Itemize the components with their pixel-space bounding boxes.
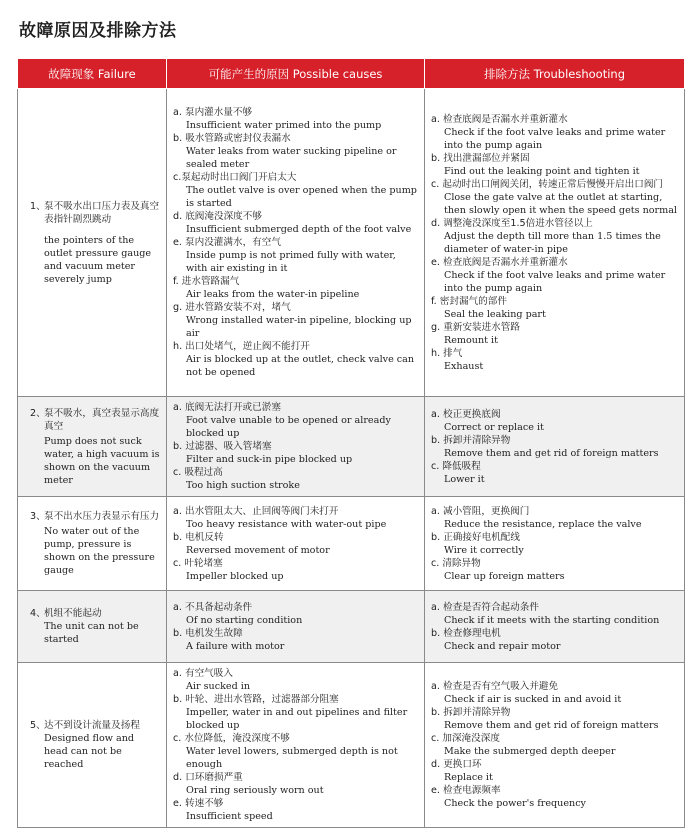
fix-zh: f. 密封漏气的部件 <box>431 295 507 307</box>
cause-zh: a. 不具备起动条件 <box>173 601 253 613</box>
fix-en: Remove them and get rid of foreign matters <box>444 720 659 731</box>
fixes-cell <box>425 663 685 828</box>
fix-zh: b. 拆卸并清除异物 <box>431 707 511 718</box>
fix-zh: b. 拆卸并清除异物 <box>431 434 511 446</box>
cause-zh: b. 过滤器、吸入管堵塞 <box>173 441 272 452</box>
header-causes: 可能产生的原因 Possible causes <box>167 59 425 89</box>
fix-en: Check and repair motor <box>444 640 561 652</box>
fix-en: Adjust the depth till more than 1.5 times the diameter of water-in pipe <box>444 230 661 255</box>
fix-zh: c. 起动时出口闸阀关闭，转速正常后慢慢开启出口阀门 <box>431 178 664 190</box>
cause-en: Too high suction stroke <box>186 480 300 491</box>
cause-en: Too heavy resistance with water-out pipe <box>186 518 387 530</box>
cause-en: Oral ring seriously worn out <box>186 785 324 796</box>
cause-zh: a. 泵内灌水量不够 <box>173 107 253 118</box>
page-title: 故障原因及排除方法 <box>19 21 177 41</box>
cause-zh: c. 叶轮堵塞 <box>173 557 223 569</box>
fix-zh: b. 正确接好电机配线 <box>431 531 520 543</box>
fix-zh: e. 检查底阀是否漏水并重新灌水 <box>431 256 568 268</box>
fix-zh: c. 加深淹没深度 <box>431 733 500 744</box>
fix-en: Check if air is sucked in and avoid it <box>444 694 622 705</box>
row-number: 4、 <box>30 608 46 619</box>
cause-en: Reversed movement of motor <box>186 544 330 556</box>
cause-en: Insufficient speed <box>186 811 273 822</box>
fix-zh: a. 检查底阀是否漏水并重新灌水 <box>431 113 568 125</box>
fix-en: Remove them and get rid of foreign matters <box>444 447 659 459</box>
fix-en: Exhaust <box>444 360 484 372</box>
fix-en: Remount it <box>444 334 498 346</box>
cause-en: Inside pump is not primed fully with water, with air existing in it <box>186 250 396 274</box>
fixes-cell <box>425 397 685 497</box>
causes-cell <box>167 591 425 663</box>
cause-zh: a. 出水管阻太大、止回阀等阀门未打开 <box>173 505 339 517</box>
fix-en: Replace it <box>444 772 493 783</box>
fix-en: Close the gate valve at the outlet at starting, then slowly open it when the speed gets normal <box>444 191 677 216</box>
cause-zh: a. 底阀无法打开或已淤塞 <box>173 402 281 413</box>
cause-zh: f. 进水管路漏气 <box>173 276 240 287</box>
row-number: 3、 <box>30 511 46 522</box>
cause-en: The outlet valve is over opened when the pump is started <box>186 185 417 209</box>
cause-zh: d. 口环磨损严重 <box>173 772 243 783</box>
failure-zh: 机组不能起动 <box>44 608 102 619</box>
cause-zh: c. 水位降低，淹没深度不够 <box>173 733 290 744</box>
fix-zh: e. 检查电源频率 <box>431 785 501 796</box>
cause-en: Insufficient submerged depth of the foot valve <box>186 224 412 235</box>
fix-en: Reduce the resistance, replace the valve <box>444 518 642 530</box>
failure-cell <box>18 89 167 397</box>
fix-en: Make the submerged depth deeper <box>444 746 616 757</box>
cause-zh: b. 电机反转 <box>173 531 224 543</box>
table-row <box>18 497 685 591</box>
cause-en: Foot valve unable to be opened or already blocked up <box>186 415 391 439</box>
causes-cell <box>167 497 425 591</box>
failure-zh: 泵不出水压力表显示有压力 <box>44 511 160 522</box>
row-number: 2、 <box>30 407 46 419</box>
causes-cell <box>167 663 425 828</box>
failure-zh: 泵不吸水出口压力表及真空表指针剧烈跳动 <box>44 200 160 225</box>
table-row <box>18 663 685 828</box>
cause-en: Of no starting condition <box>186 614 303 626</box>
cause-en: Insufficient water primed into the pump <box>186 120 382 131</box>
fix-zh: c. 清除异物 <box>431 557 481 569</box>
cause-en: Filter and suck-in pipe blocked up <box>186 454 353 465</box>
cause-zh: b. 电机发生故障 <box>173 627 243 639</box>
fix-zh: a. 校正更换底阀 <box>431 408 501 420</box>
failure-en: Pump does not suck water, a high vacuum is shown on the vacuum meter <box>44 435 160 486</box>
cause-zh: e. 泵内没灌满水，有空气 <box>173 237 281 248</box>
cause-en: Air is blocked up at the outlet, check valve can not be opened <box>186 354 415 378</box>
failure-cell <box>18 497 167 591</box>
table-row <box>18 89 685 397</box>
failure-en: No water out of the pump, pressure is shown on the pressure gauge <box>44 526 155 576</box>
cause-en: Impeller, water in and out pipelines and filter blocked up <box>186 707 408 731</box>
cause-en: Wrong installed water-in pipeline, blocking up air <box>186 315 412 339</box>
fix-en: Wire it correctly <box>444 544 524 556</box>
table-row <box>18 591 685 663</box>
failure-cell <box>18 397 167 497</box>
table-header-row <box>18 59 685 89</box>
cause-en: Impeller blocked up <box>186 570 284 582</box>
fix-en: Correct or replace it <box>444 421 544 433</box>
fix-en: Lower it <box>444 473 485 485</box>
failure-en: Designed flow and head can not be reached <box>44 733 135 770</box>
cause-zh: b. 吸水管路或密封仪表漏水 <box>173 133 291 144</box>
cause-zh: d. 底阀淹没深度不够 <box>173 211 262 222</box>
fix-en: Find out the leaking point and tighten it <box>444 165 640 177</box>
fix-zh: b. 找出泄漏部位并紧固 <box>431 152 530 164</box>
fix-zh: a. 减小管阻，更换阀门 <box>431 505 530 517</box>
failure-cell <box>18 663 167 828</box>
header-troubleshooting: 排除方法 Troubleshooting <box>425 59 685 89</box>
troubleshooting-table <box>17 58 685 828</box>
cause-en: Water leaks from water sucking pipeline or sealed meter <box>186 146 397 170</box>
table-row <box>18 397 685 497</box>
cause-zh: h. 出口处堵气，逆止阀不能打开 <box>173 341 310 352</box>
causes-cell <box>167 89 425 397</box>
fix-zh: g. 重新安装进水管路 <box>431 321 520 333</box>
cause-zh: e. 转速不够 <box>173 798 224 809</box>
fix-en: Clear up foreign matters <box>444 570 565 582</box>
failure-zh: 泵不吸水，真空表显示高度真空 <box>44 407 160 432</box>
fix-en: Check the power's frequency <box>444 798 586 809</box>
causes-cell <box>167 397 425 497</box>
failure-zh: 达不到设计流量及扬程 <box>44 720 140 731</box>
fix-en: Check if it meets with the starting condition <box>444 614 660 626</box>
cause-zh: b. 叶轮、进出水管路，过滤器部分阻塞 <box>173 694 339 705</box>
fix-zh: b. 检查修理电机 <box>431 627 501 639</box>
failure-en: the pointers of the outlet pressure gauge and vacuum meter severely jump <box>44 234 152 285</box>
failure-en: The unit can not be started <box>44 621 139 645</box>
cause-en: Water level lowers, submerged depth is not enough <box>186 746 398 770</box>
fix-zh: h. 排气 <box>431 347 463 359</box>
fixes-cell <box>425 497 685 591</box>
cause-zh: c. 吸程过高 <box>173 467 223 478</box>
fixes-cell <box>425 591 685 663</box>
fix-zh: a. 检查是否符合起动条件 <box>431 601 539 613</box>
cause-en: Air sucked in <box>186 681 251 692</box>
fix-zh: d. 更换口环 <box>431 759 482 770</box>
cause-en: Air leaks from the water-in pipeline <box>186 289 360 300</box>
fix-en: Check if the foot valve leaks and prime water into the pump again <box>444 126 666 151</box>
row-number: 1、 <box>30 200 46 212</box>
cause-en: A failure with motor <box>186 640 285 652</box>
fix-zh: c. 降低吸程 <box>431 460 481 472</box>
failure-cell <box>18 591 167 663</box>
cause-zh: g. 进水管路安装不对，堵气 <box>173 302 291 313</box>
fix-zh: d. 调整淹没深度至1.5倍进水管径以上 <box>431 217 593 229</box>
cause-zh: a. 有空气吸入 <box>173 668 233 679</box>
fixes-cell <box>425 89 685 397</box>
row-number: 5、 <box>30 720 46 731</box>
fix-zh: a. 检查是否有空气吸入并避免 <box>431 681 559 692</box>
cause-zh: c.泵起动时出口阀门开启太大 <box>173 172 297 183</box>
fix-en: Seal the leaking part <box>444 308 546 320</box>
fix-en: Check if the foot valve leaks and prime water into the pump again <box>444 269 666 294</box>
header-failure: 故障现象 Failure <box>18 59 167 89</box>
